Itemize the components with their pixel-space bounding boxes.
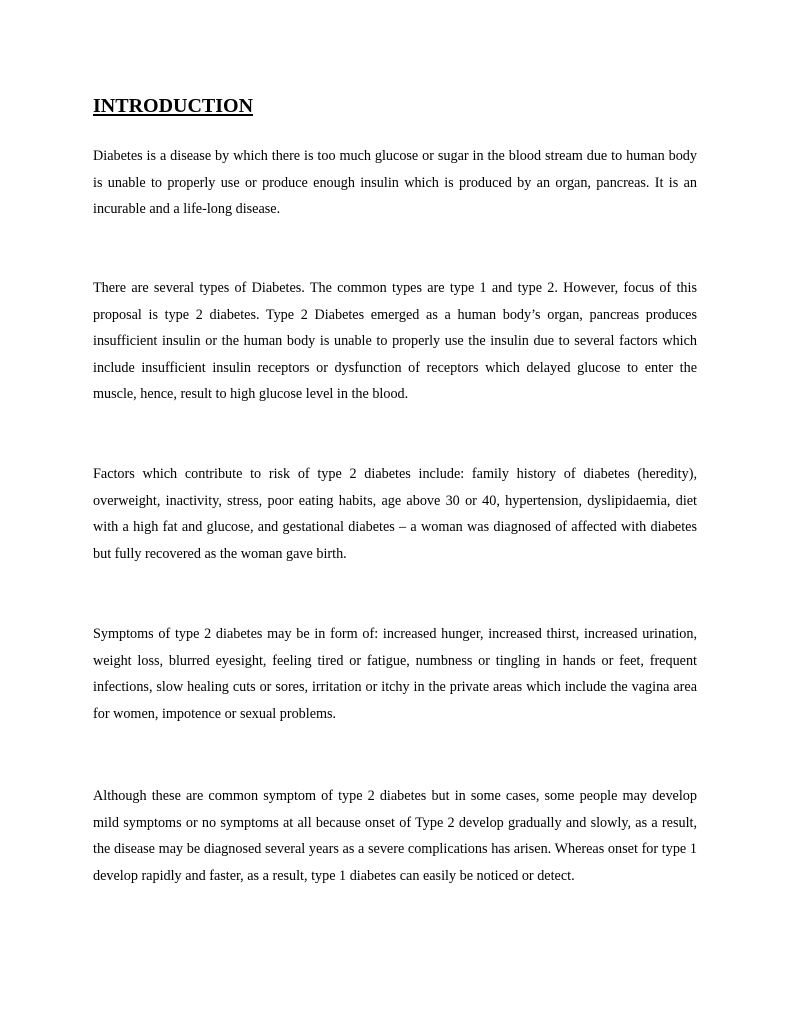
paragraph-symptoms: Symptoms of type 2 diabetes may be in form of: increased hunger, increased thirst, increased urination, weight loss, blurred eyesight, feeling tired or fatigue, numbness or tingling in hands or feet, frequent infections, slow healing cuts or sores, irritation or itchy in the private areas which include the vagina area for women, impotence or sexual problems. (93, 626, 697, 722)
section-heading: INTRODUCTION (93, 95, 254, 117)
paragraph-onset: Although these are common symptom of type 2 diabetes but in some cases, some people may develop mild symptoms or no symptoms at all because onset of Type 2 develop gradually and slowly, as a result, the disease may be diagnosed several years as a severe complications has arisen. Whereas onset for type 1 develop rapidly and faster, as a result, type 1 diabetes can easily be noticed or detect. (93, 788, 697, 884)
paragraph-risk-factors: Factors which contribute to risk of type 2 diabetes include: family history of diabetes (heredity), overweight, inactivity, stress, poor eating habits, age above 30 or 40, hypertension, dyslipidaemia, diet with a high fat and glucose, and gestational diabetes – a woman was diagnosed of affected with diabetes but fully recovered as the woman gave birth. (93, 466, 697, 562)
paragraph-types: There are several types of Diabetes. The common types are type 1 and type 2. However, focus of this proposal is type 2 diabetes. Type 2 Diabetes emerged as a human body’s organ, pancreas produces insufficient insulin or the human body is unable to properly use the insulin due to several factors which include insufficient insulin receptors or dysfunction of receptors which delayed glucose to enter the muscle, hence, result to high glucose level in the blood. (93, 280, 697, 403)
paragraph-definition: Diabetes is a disease by which there is too much glucose or sugar in the blood stream due to human body is unable to properly use or produce enough insulin which is produced by an organ, pancreas. It is an incurable and a life-long disease. (93, 148, 697, 218)
